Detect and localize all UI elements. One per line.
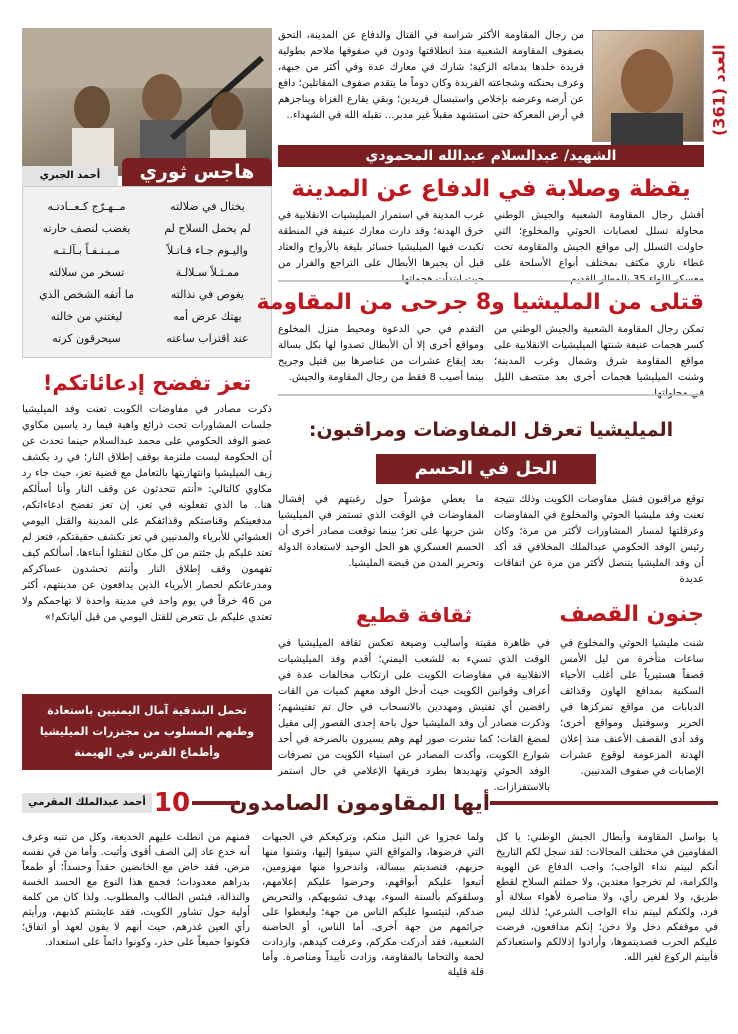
article3-col-left: ما يعطي مؤشراً حول رغبتهم في إفشال المفاوضات في الوقت الذي تستمر في الميليشيا شن حربها على تعز؛ بينما توقعت مصادر أخرى أن الحسم العسكري هو الحل الوحيد لاستعادة الدولة وتحرير المدن من قبضة المليشيا. [278, 494, 484, 569]
poem-author: أحمد الجبري [22, 166, 118, 186]
article3-col-right: توقع مراقبون فشل مفاوضات الكويت وذلك نتيجة تعنت وفد مليشيا الحوثي والمخلوع في المفاوضات وعرقلتها لمسار المشاورات لأكثر من مرة؛ وكان رئيس الوفد الحكومي عبدالملك المخلافي قد أكد أن وفد المليشيا يتنصل لأكثر من مرة عن اتفاقات عديدة [494, 494, 704, 585]
article4-headline: جنون القصف [559, 602, 704, 627]
article3-subhead: الحل في الحسم [376, 454, 596, 484]
banner-line: وأطماع الفرس في الهيمنة [74, 746, 220, 759]
article1-col-left: غرب المدينة في استمرار الميليشيات الانقلابية في خرق الهدنة؛ وقد دارت معارك عنيفة في المنطقة تكبدت فيها الميليشيا خسائر بليغة بالأرواح والعتاد قبل أن يجبرها الأبطال على التراجع والفرار من [278, 210, 484, 269]
banner-line: وطنهم المسلوب من مجنزرات الميليشيا [39, 725, 255, 738]
poem-verse: يختال في ضلالته [170, 199, 245, 213]
article1-col-right: أفشل رجال المقاومة الشعبية والجيش الوطني محاولة تسلل لعصابات الحوثي والمخلوع؛ التي حاولت التسلل إلى مواقع الجيش والمقاومة تحت غطاء ناري مكثف بمختلف أنواع الأسلحة على [494, 210, 704, 269]
column-author: أحمد عبدالملك المقرمي [22, 793, 152, 813]
poem-row [23, 305, 271, 327]
fighters-photo [22, 28, 272, 176]
martyr-text: من رجال المقاومة الأكثر شراسة في القتال والدفاع عن المدينة، التحق بصفوف المقاومة الشعبية منذ انطلاقتها ودون في صفوفها ملاحم بطولية فريدة خلدها بدمائه الزكية؛ شارك في معارك عدة وفي أكثر من جبهة، وعرف بحنكته وشجاعته الفريدة وكان دوماً ما يتقدم صفوف المقاتلين؛ دافع عن أرضه وعرضه بإخلاص واستبسال فريدين؛ وبقي يقارع الغزاة ويناجزهم في أرض المعركة حتى استشهد مقبلاً غير مدبر... تقبله الله في الشهداء.. [278, 30, 584, 121]
issue-number: العدد (361) [709, 44, 729, 136]
poem-row [23, 217, 271, 239]
column-col2: ولما عجزوا عن النيل منكم، وتركيعكم في الجبهات التي فرضوها، والمواقع التي سيقوا إليها، وشنوا منها حربهم، فتصديتم ببسالة، واندحروا منها مهزومين، أتبعوا عليكم أبواقهم، وحرضوا عليكم إعلامهم، وسلقوكم بألسنة السوء، بهدف تشويهكم، والتحريض ضدكم، لتيئسوا عليكم الناس من جهة؛ وليغطوا على جرائمهم من جهة أخرى. أما الناس، أو الحاضنة الشعبية، فقد أدركت مكركم، وعرفت كيدهم، وازدادت لحمة والتحاما بالمقاومة، وزادت تأييداً ومناصرة. وأما قلة قليلة [262, 832, 484, 978]
banner-line: تحمل البندقية آمال اليمنيين باستعادة [47, 704, 247, 717]
article6-headline: تعز تفضح إدعائاتكم! [42, 371, 252, 395]
poem-verse: يغوص في نذالته [170, 287, 245, 301]
article5-headline: ثقافة قطيع [355, 603, 472, 627]
poem-verse: مـبـنـفـاً بـآلـتـه [53, 243, 120, 257]
poem-verse: لم يحمل السلاح لم [164, 221, 251, 235]
column-col1: يا بواسل المقاومة وأبطال الجيش الوطني: يا كل المقاومين في مختلف المجالات: لقد سجل لكم التاريخ أنكم لبيتم نداء الواجب؛ واجب الدفاع عن الهوية والكرامة، لم تخرجوا معتدين، ولا حملتم السلاح لقطع طريق، ولا لفرض رأي، ولا مناصرة لأهواء سلالة أو فرد، ولكنكم لبيتم نداء الواجب الشرعي؛ لذلك ليس في موقفكم دخل ولا دخن؛ إنكم مدافعون، فرضت عليكم الحرب فصديتموها، وأرادوا إذلالكم واستعبادكم فأبيتم الركوع لغير الله. [496, 832, 718, 963]
martyr-name-bar: الشهيد/ عبدالسلام عبدالله المحمودي [278, 145, 704, 167]
fighters-image-icon [22, 28, 272, 176]
poem-row [23, 195, 271, 217]
column-title: أيها المقاومون الصامدون [240, 788, 490, 818]
divider [278, 280, 704, 282]
poem-row [23, 261, 271, 283]
poem-verse: يهتك عرض أمه [173, 309, 242, 323]
poem-verse: تسخر من سلالته [48, 265, 125, 279]
column-number: 10 [153, 788, 191, 818]
poem-row [23, 327, 271, 349]
article6-text: ذكرت مصادر في مفاوضات الكويت تعنت وفد الميليشيا جلسات المشاورات تحت ذرائع واهية فيما رد ياسين مكاوي عضو الوفد الحكومي على محمد عبدالسلام حينما تحدث عن أن الحكومة ليست ملتزمة بوقف إطلاق النار؛ في رد يكشف زيف الميليشيا وانتهازيتها بالتعامل مع قضية تعز، حيث جاء رد مكاوي كالتالي: «أنتم تتحدثون عن وقف النار وأنا أسألكم هنا.. ما الذي تفعلونه في تعز، إن تعز تفضح ادعاءاتكم، مدفعيتكم وقناصتكم وقذائفكم على المدينة والقتل اليومي العشوائي للأبرياء والمدنيين في تعز تكشف حقيقتكم، فتعز لم تعتد عليكم بل جئتم من كل مكان لتقتلوا أبناءها، أسألكم كيف تفهمون وقف إطلاق النار وأنتم تحشدون عساكركم ومدرعاتكم لحصار الأبرياء الذين يدافعون عن مدينتهم، أكثر من 46 خرقاً في يوم واحد في مدينة واحدة لا تهاجمكم ولا تعتدي عليكم بل تتعرض للقتل اليومي من قبل آلياتكم!» [22, 404, 272, 623]
poem-verse: ما أتفه الشخص الذي [39, 287, 134, 301]
article2-headline: قتلى من المليشيا و8 جرحى من المقاومة [256, 290, 704, 315]
poem-verse: ممـثـلاً سـلالـة [175, 265, 240, 279]
poem-verse: سيحرقون كرته [52, 331, 121, 345]
article2-col-left: التقدم في حي الدعوة ومحيط منزل المخلوع ومواقع أخرى إلا أن الأبطال تصدوا لها بكل بسالة بعد إيقاع عشرات من عناصرها بين قتيل وجريح بينما أصيب 8 فقط من رجال المقاومة والجيش. [278, 324, 484, 383]
article3-headline: الميليشيا تعرقل المفاوضات ومراقبون: [308, 419, 674, 441]
article1-headline: يقظة وصلابة في الدفاع عن المدينة [291, 176, 691, 202]
poem-row [23, 239, 271, 261]
article2-col-right: تمكن رجال المقاومة الشعبية والجيش الوطني من كسر هجمات عنيفة شنتها الميليشيات الانقلابية على مواقع المقاومة شرق وشمال وغرب المدينة؛ وشنت الميليشيا هجمات أخرى بعد منتصف الليل [494, 324, 704, 383]
rifle-banner [22, 694, 272, 770]
poem-verse: عند اقتراب ساعته [166, 331, 249, 345]
poem-verse: يغضب لنصف حارته [42, 221, 131, 235]
poem-verse: ليغتني من خالته [50, 309, 123, 323]
poem-title: هاجس ثوري [122, 158, 272, 186]
poem-verse: واليـوم جـاء قـاتـلاً [166, 243, 248, 257]
column-col3: فمنهم من انطلت عليهم الخديعة، وكل من تنبه وعرف أنه خدع عاد إلى الصف أقوى وأثبت. وأما من في نفسه مرض، فقد خاض مع الخانضين حقداً وحسداً؛ أو طمعاً بدراهم معدودات؛ فجمع هذا النوع مع الحسد الخسة والنذالة، فبئس الطالب والمطلوب. ولذا كان من كلمة أولية حول تشاور الكويت، فقد عايشتم كذبهم، ورأيتم رأي العين غدرهم، حيث أنهم لا يفون لعهد أو اتفاق؛ فكونوا جميعاً على حذر، وكونوا دائماً على استعداد. [22, 832, 250, 948]
article4-text: شنت مليشيا الحوثي والمخلوع في ساعات متأخرة من ليل الأمس قصفاً هستيرياً على أغلب الأحياء السكنية بمدافع الهاون وقذائف الدبابات من مواقع تمركزها في الحرير وسوفتيل ومواقع أخرى؛ وقد أدى القصف الأعنف منذ إعلان الهدنة المزعومة لوقوع عشرات الإصابات في صفوف المدنيين. [560, 638, 704, 777]
martyr-photo [592, 30, 704, 142]
poem-verse: مــهـرّج كـعــادتـه [47, 199, 126, 213]
martyr-portrait-icon [591, 31, 703, 143]
divider [278, 394, 704, 396]
poem-title-bar [22, 156, 272, 186]
article5-text: في ظاهرة مقيتة وأساليب وضيعة تعكس ثقافة الميليشيا في الوقت الذي تسيء به للشعب اليمني؛ أقدم وفد الميليشيات الانقلابية في مفاوضات الكويت على ارتكاب مخالفات عدة في أعراف وقوانين الكويت حيث أدخل الوفد معهم كميات من القات رافضين أي تفتيش ومهددين بالانسحاب في حال تم تفتيشهم؛ وذكرت مصادر أن وفد المليشيا حول باحة إحدى القصور إلى مقيل لمضغ القات؛ كما نشرت صور لهم وهم يسيرون بالصرخة في أحد شوارع الكويت، وأكدت المصادر عن استياء الكويت من تصرفات الوفد الحوثي وتهديدها بطرد فريقها الإعلامي في حال استمر بالاستفزازات. [278, 638, 550, 793]
poem-box [22, 186, 272, 358]
poem-row [23, 283, 271, 305]
